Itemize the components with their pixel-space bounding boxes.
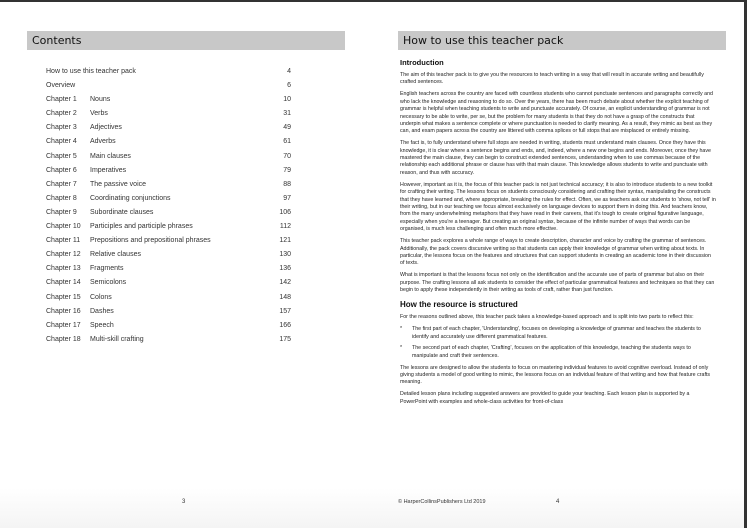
- toc-chapter-label: Chapter 14: [46, 279, 81, 287]
- toc-chapter-label: Chapter 13: [46, 265, 81, 273]
- toc-title: How to use this teacher pack: [46, 68, 136, 75]
- structure-intro: For the reasons outlined above, this teacher pack takes a knowledge-based approach and is split into two parts to reflect this:: [400, 314, 694, 321]
- toc-page-number: 121: [279, 237, 291, 245]
- table-of-contents: [46, 65, 291, 347]
- toc-title: Imperatives: [90, 166, 127, 174]
- toc-title: Adjectives: [90, 124, 122, 132]
- toc-entry[interactable]: [46, 333, 291, 347]
- toc-entry[interactable]: [46, 262, 291, 276]
- bullet-item: [400, 326, 716, 341]
- toc-chapter-label: Chapter 18: [46, 335, 81, 343]
- toc-entry[interactable]: [46, 206, 291, 220]
- toc-chapter-label: Chapter 8: [46, 194, 77, 202]
- toc-title: Participles and participle phrases: [90, 223, 193, 231]
- toc-entry[interactable]: [46, 65, 291, 79]
- toc-title: Speech: [90, 321, 114, 329]
- toc-title: Main clauses: [90, 152, 131, 160]
- section-body: [400, 58, 716, 411]
- bullet-item: [400, 345, 716, 360]
- page-number: 4: [556, 499, 560, 505]
- toc-entry[interactable]: [46, 234, 291, 248]
- toc-chapter-label: Chapter 15: [46, 293, 81, 301]
- body-paragraph: The lessons are designed to allow the students to focus on mastering individual features to avoid cognitive overload. Instead of only giving students a model of good writing to mimic, the lessons focus on an individual feature of that writing and how that feature crafts meaning.: [400, 364, 711, 386]
- body-paragraph: However, important as it is, the focus of this teacher pack is not just technical accuracy; it is also to introduce students to a new toolkit for crafting their writing. The lessons focus on students consciously considering and crafting their syntax, manipulating the constructs that they have learned and, where appropriate, breaking the rules for effect. Often, we as teachers ask our students to 'show, not tell' in their writing, but in our teaching we focus almost exclusively on language devices to support them in doing this. And teachers know, from the many underwhelming metaphors that they have read in their careers, that it's tough to create original figurative language, especially when you're a teenager. But creating an original syntax, because of the infinite number of ways that words can be organised, is much less challenging and often much more effective.: [400, 181, 716, 233]
- right-page: [372, 2, 744, 528]
- toc-chapter-label: Chapter 12: [46, 251, 81, 259]
- toc-entry[interactable]: [46, 135, 291, 149]
- toc-title: Colons: [90, 293, 112, 301]
- toc-entry[interactable]: [46, 79, 291, 93]
- contents-header: Contents: [27, 31, 345, 50]
- toc-title: Subordinate clauses: [90, 208, 154, 216]
- body-paragraph: The fact is, to fully understand where full stops are needed in writing, students must understand main clauses. Once they have this knowledge, it is clear where a sentence begins and ends, and, indeed, where a new one begins and ends. Moreover, once they have mastered the main clause, they can begin to construct extended sentences, understanding when to use commas because of the relationship each additional phrase or clause has with that main clause. This knowledge allows students to write and punctuate with reason, and thus with accuracy.: [400, 140, 711, 176]
- toc-entry[interactable]: [46, 121, 291, 135]
- toc-chapter-label: Chapter 16: [46, 307, 81, 315]
- toc-entry[interactable]: [46, 319, 291, 333]
- toc-chapter-label: Chapter 2: [46, 110, 77, 118]
- toc-title: The passive voice: [90, 180, 147, 188]
- toc-chapter-label: Chapter 10: [46, 223, 81, 231]
- bullet-marker-icon: *: [400, 345, 403, 352]
- left-page: [0, 2, 372, 528]
- toc-chapter-label: Chapter 11: [46, 237, 81, 245]
- toc-entry[interactable]: [46, 220, 291, 234]
- body-paragraph: Detailed lesson plans including suggested answers are provided to guide your teaching. Each lesson plan is supported by a PowerPoint with examples and whole-class activities for front-of-class: [400, 391, 690, 405]
- toc-title: Adverbs: [90, 138, 116, 146]
- toc-entry[interactable]: [46, 164, 291, 178]
- body-paragraph: English teachers across the country are faced with countless students who cannot punctuate sentences and paragraphs correctly and who lack the knowledge and reasoning to do so. Over the years, there has been much debate about whether the explicit teaching of grammar is helpful when teaching students to write and punctuate accurately. Of course, an explicit understanding of grammar is not necessary to be able to write, per se, but the problem for many students is that they do not have a grasp of the constructs that underpin what makes a sentence complete or where punctuation is needed to clarify meaning. As a result, they mimic as best as they can, and exam papers across the country are littered with comma splices or full stops that are misplaced or entirely missing.: [400, 91, 713, 135]
- bullet-text: The first part of each chapter, 'Understanding', focuses on developing a knowledge of grammar and teaches the students to identify and accurately use different grammatical features.: [412, 326, 701, 340]
- toc-page-number: 49: [283, 124, 291, 132]
- toc-page-number: 136: [279, 265, 291, 273]
- body-paragraph: This teacher pack explores a whole range of ways to create description, character and voice by crafting the grammar of sentences. Additionally, the pack covers discursive writing so that students can apply their knowledge of grammar when writing about texts. In particular, the lessons focus on the features and structures that can support students in creating an academic tone in their discussion of texts.: [400, 238, 711, 267]
- structure-heading: How the resource is structured: [400, 300, 518, 310]
- toc-title: Verbs: [90, 110, 108, 118]
- toc-page-number: 70: [283, 152, 291, 160]
- bullet-text: The second part of each chapter, 'Crafting', focuses on the application of this knowledge, teaching the students ways to manipulate and craft their sentences.: [412, 345, 691, 359]
- toc-chapter-label: Chapter 5: [46, 152, 77, 160]
- bullet-marker-icon: *: [400, 326, 403, 333]
- copyright-notice: © HarperCollinsPublishers Ltd 2019: [398, 499, 486, 505]
- introduction-heading: Introduction: [400, 58, 444, 67]
- toc-chapter-label: Chapter 4: [46, 138, 77, 146]
- toc-page-number: 166: [279, 321, 291, 329]
- toc-chapter-label: Chapter 9: [46, 208, 77, 216]
- toc-page-number: 61: [283, 138, 291, 146]
- toc-page-number: 88: [283, 180, 291, 188]
- toc-entry[interactable]: [46, 248, 291, 262]
- toc-chapter-label: Chapter 7: [46, 180, 77, 188]
- toc-page-number: 175: [279, 335, 291, 343]
- toc-page-number: 31: [283, 110, 291, 118]
- toc-page-number: 130: [279, 251, 291, 259]
- toc-entry[interactable]: [46, 178, 291, 192]
- toc-title: Dashes: [90, 307, 114, 315]
- page-number: 3: [182, 499, 186, 505]
- toc-page-number: 148: [279, 293, 291, 301]
- toc-title: Fragments: [90, 265, 124, 273]
- toc-entry[interactable]: [46, 93, 291, 107]
- toc-page-number: 112: [279, 223, 291, 231]
- toc-entry[interactable]: [46, 291, 291, 305]
- toc-page-number: 10: [283, 96, 291, 104]
- section-header: How to use this teacher pack: [398, 31, 726, 50]
- toc-entry[interactable]: [46, 150, 291, 164]
- toc-title: Semicolons: [90, 279, 127, 287]
- toc-title: Coordinating conjunctions: [90, 194, 171, 202]
- toc-entry[interactable]: [46, 305, 291, 319]
- introduction-paragraphs: [400, 72, 716, 294]
- closing-paragraphs: [400, 365, 716, 407]
- toc-title: Multi-skill crafting: [90, 335, 144, 343]
- toc-chapter-label: Chapter 6: [46, 166, 77, 174]
- toc-entry[interactable]: [46, 276, 291, 290]
- toc-chapter-label: Chapter 17: [46, 321, 81, 329]
- toc-title: Overview: [46, 82, 76, 90]
- toc-title: Relative clauses: [90, 251, 141, 259]
- toc-title: Prepositions and prepositional phrases: [90, 237, 211, 245]
- toc-entry[interactable]: [46, 107, 291, 121]
- structure-bullet-list: [400, 326, 716, 360]
- toc-chapter-label: Chapter 3: [46, 124, 77, 132]
- toc-page-number: 4: [287, 68, 291, 75]
- toc-page-number: 106: [279, 208, 291, 216]
- toc-page-number: 6: [287, 82, 291, 90]
- toc-title: Nouns: [90, 96, 111, 104]
- toc-page-number: 142: [279, 279, 291, 287]
- toc-page-number: 79: [283, 166, 291, 174]
- toc-page-number: 157: [279, 307, 291, 315]
- body-paragraph: The aim of this teacher pack is to give you the resources to teach writing in a way that will result in accurate writing and beautifully crafted sentences.: [400, 72, 704, 86]
- toc-page-number: 97: [283, 194, 291, 202]
- toc-chapter-label: Chapter 1: [46, 96, 77, 104]
- toc-entry[interactable]: [46, 192, 291, 206]
- body-paragraph: What is important is that the lessons focus not only on the identification and the accurate use of parts of grammar but also on their purpose. The crafting lessons all ask students to consider the effect of particular grammatical features and techniques so that they can begin to apply these independently in their writing as tools of craft, rather than just function.: [400, 272, 715, 294]
